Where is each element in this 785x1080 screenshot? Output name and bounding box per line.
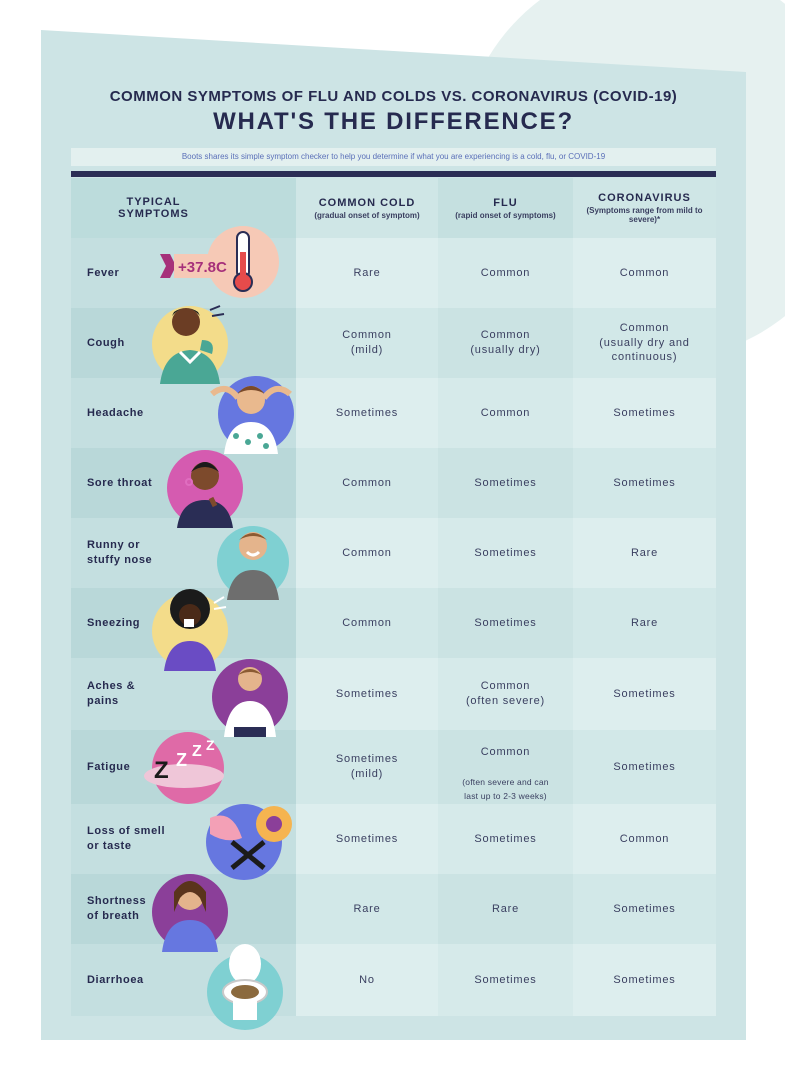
covid-value: Rare: [573, 518, 716, 588]
symptom-label: Sneezing: [71, 588, 296, 658]
cold-value: Common (mild): [296, 308, 438, 378]
diarrhoea-illustration: [205, 942, 285, 1032]
flu-value: Sometimes: [438, 944, 573, 1016]
covid-value: Common: [573, 238, 716, 308]
sore-throat-illustration: [165, 448, 245, 528]
flu-value: [438, 730, 573, 804]
symptom-label: Fever: [71, 238, 296, 308]
symptom-label: Runny or stuffy nose: [71, 518, 296, 588]
fever-illustration: [158, 222, 288, 298]
cold-value: Common: [296, 448, 438, 518]
column-header-coronavirus: CORONAVIRUS (Symptoms range from mild to severe)*: [573, 178, 716, 238]
column-header-flu: FLU (rapid onset of symptoms): [438, 178, 573, 238]
cold-value: Common: [296, 588, 438, 658]
svg-text:Z: Z: [192, 743, 202, 760]
fever-arrow-icon: [160, 254, 176, 278]
fever-badge-label: +37.8C: [178, 259, 227, 276]
table-row: [71, 944, 716, 1016]
flu-value: Common (often severe): [438, 658, 573, 730]
headache-illustration: [206, 372, 296, 454]
table-row: [71, 804, 716, 874]
flu-value: Sometimes: [438, 518, 573, 588]
thermometer-mercury: [240, 252, 246, 280]
title-line-1: COMMON SYMPTOMS OF FLU AND COLDS VS. CORONAVIRUS (COVID-19): [109, 88, 678, 105]
symptom-label: Shortness of breath: [71, 874, 296, 944]
flu-value: Sometimes: [438, 804, 573, 874]
flu-value: Common (usually dry): [438, 308, 573, 378]
column-header-symptoms: TYPICAL SYMPTOMS: [71, 178, 296, 238]
flu-value-note: (often severe and can last up to 2-3 weeks): [462, 776, 549, 802]
covid-value: Sometimes: [573, 658, 716, 730]
flu-value: Sometimes: [438, 588, 573, 658]
table-row: [71, 378, 716, 448]
svg-text:Z: Z: [176, 750, 187, 770]
shortness-of-breath-illustration: [150, 868, 230, 952]
intro-text: Boots shares its simple symptom checker to help you determine if what you are experiencing is a cold, flu, or COVID-19: [71, 148, 716, 166]
covid-value: Sometimes: [573, 730, 716, 804]
title-line-2: WHAT'S THE DIFFERENCE?: [213, 108, 574, 135]
zzz-icon: Z: [154, 757, 169, 784]
flu-value: Common: [438, 378, 573, 448]
symptom-label: Aches & pains: [71, 658, 296, 730]
symptom-label: Headache: [71, 378, 296, 448]
flu-value: Sometimes: [438, 448, 573, 518]
cold-value: Sometimes (mild): [296, 730, 438, 804]
covid-value: Sometimes: [573, 448, 716, 518]
toilet-icon: [229, 944, 261, 984]
column-header-cold: COMMON COLD (gradual onset of symptom): [296, 178, 438, 238]
header-divider: [71, 171, 716, 177]
cold-value: Sometimes: [296, 804, 438, 874]
covid-value: Common (usually dry and continuous): [573, 308, 716, 378]
svg-text:Z: Z: [206, 737, 215, 753]
symptom-label: Diarrhoea: [71, 944, 296, 1016]
flu-value-main: Common: [480, 745, 531, 758]
cold-value: No: [296, 944, 438, 1016]
fatigue-illustration: [140, 730, 235, 806]
cold-value: Rare: [296, 874, 438, 944]
symptom-label: Cough: [71, 308, 296, 378]
covid-value: Sometimes: [573, 378, 716, 448]
table-row: [71, 518, 716, 588]
cold-value: Sometimes: [296, 658, 438, 730]
flu-value: Rare: [438, 874, 573, 944]
symptom-label: Sore throat: [71, 448, 296, 518]
covid-value: Sometimes: [573, 874, 716, 944]
flu-value: Common: [438, 238, 573, 308]
symptom-label: Loss of smell or taste: [71, 804, 296, 874]
cold-value: Rare: [296, 238, 438, 308]
covid-value: Rare: [573, 588, 716, 658]
covid-value: Common: [573, 804, 716, 874]
symptom-label: Fatigue: [71, 730, 296, 804]
cold-value: Sometimes: [296, 378, 438, 448]
cold-value: Common: [296, 518, 438, 588]
covid-value: Sometimes: [573, 944, 716, 1016]
aches-illustration: [210, 655, 290, 737]
